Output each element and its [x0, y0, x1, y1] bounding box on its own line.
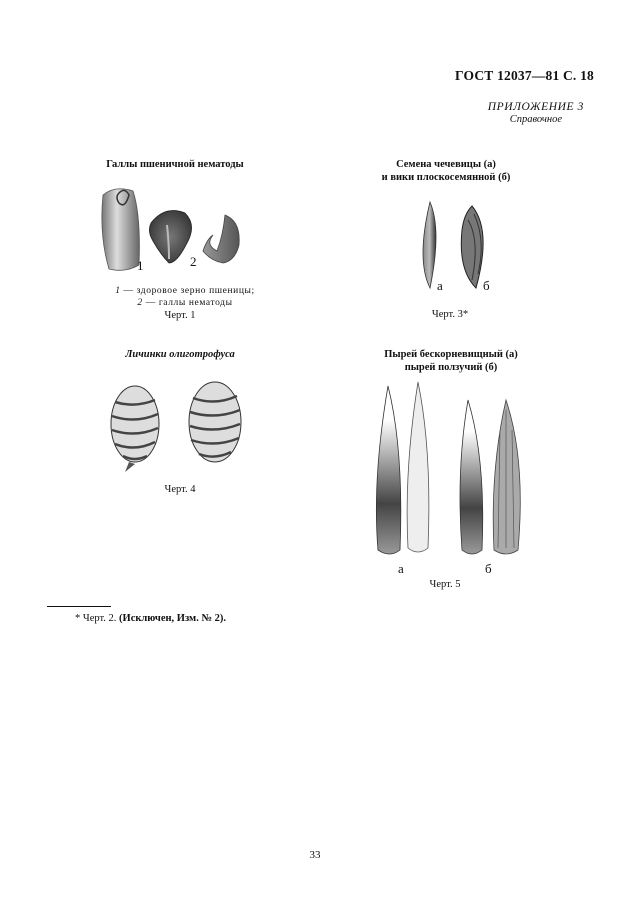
figure-1-illustration	[95, 185, 255, 275]
figure-1-legend-item-2: 2 — галлы нематоды	[137, 298, 233, 308]
figure-4-title: Личинки олиготрофуса	[125, 349, 235, 360]
figure-3-label-b: б	[483, 278, 490, 293]
figure-3-title: Семена чечевицы (а) и вики плоскосемянной (б)	[381, 159, 511, 183]
figure-1-title: Галлы пшеничной нематоды	[106, 159, 244, 170]
figure-1-label-2: 2	[190, 254, 197, 269]
couch-grass-b-spikelet-icon	[370, 380, 530, 560]
footnote: * Черт. 2. (Исключен, Изм. № 2).	[75, 613, 226, 624]
figure-5-label-b: б	[485, 561, 492, 576]
figure-4-illustration	[105, 372, 255, 472]
figure-1-caption: Черт. 1	[164, 310, 196, 321]
figure-4-caption: Черт. 4	[164, 484, 196, 495]
figure-3-label-a: а	[437, 278, 443, 293]
figure-5-illustration	[370, 380, 530, 560]
figure-1-legend	[95, 285, 275, 309]
figure-5-label-a: а	[398, 561, 404, 576]
figure-3-caption: Черт. 3*	[431, 309, 469, 320]
figure-1-label-1: 1	[137, 258, 144, 273]
figure-5-title: Пырей бескорневищный (а) пырей ползучий (б)	[384, 349, 518, 373]
figure-5-caption: Черт. 5	[429, 579, 461, 590]
vetch-seed-icon	[400, 200, 500, 290]
figure-3-illustration	[400, 200, 500, 290]
page-number: 33	[309, 849, 321, 861]
document-standard-header: ГОСТ 12037—81 С. 18	[455, 68, 594, 83]
larva-icon	[105, 372, 255, 472]
appendix-type: Справочное	[509, 114, 562, 125]
footnote-divider	[47, 606, 111, 607]
appendix-title: ПРИЛОЖЕНИЕ 3	[487, 101, 584, 113]
nematode-gall-cut-icon	[95, 185, 255, 275]
figure-1-legend-item-1: 1 — здоровое зерно пшеницы;	[115, 286, 255, 296]
